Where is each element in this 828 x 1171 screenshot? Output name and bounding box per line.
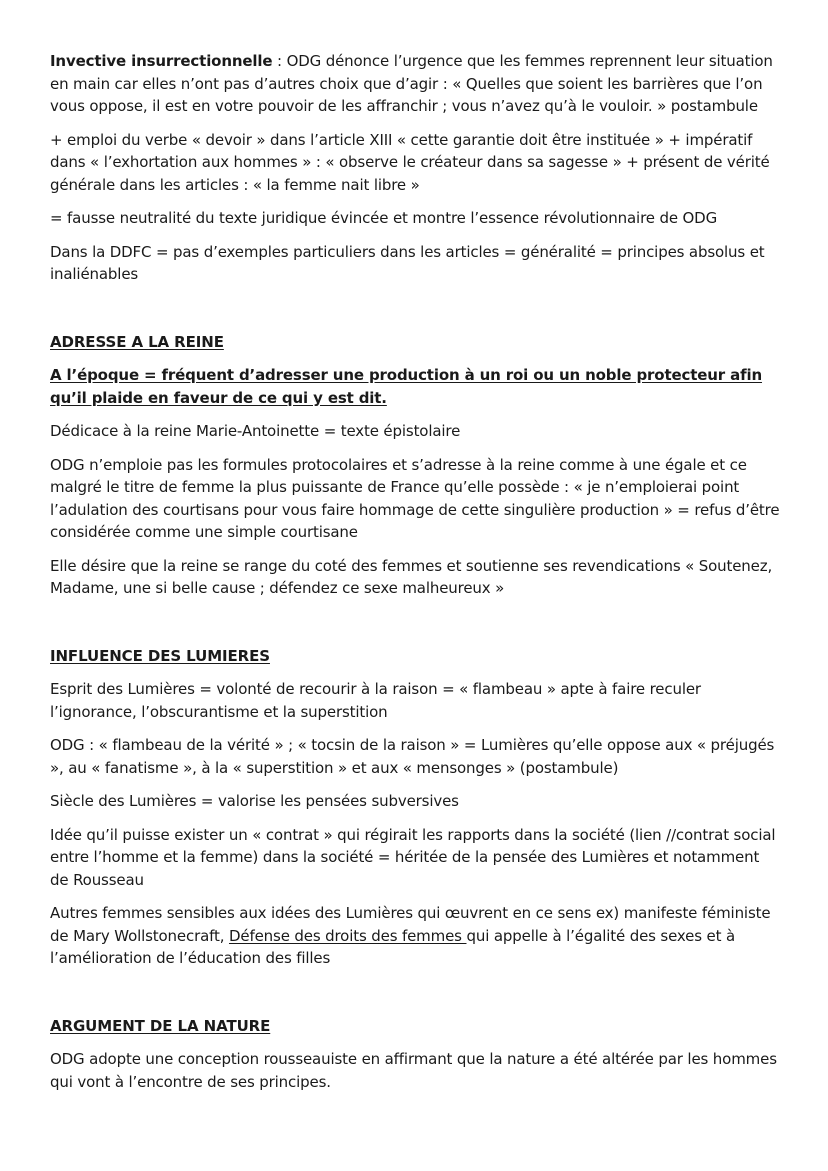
paragraph-reine-femmes: Elle désire que la reine se range du coté des femmes et soutienne ses revendications « Soutenez, Madame, une si belle cause ; défendez ce sexe malheureux » — [50, 556, 773, 597]
paragraph-ddfc: Dans la DDFC = pas d’exemples particuliers dans les articles = généralité = principes absolus et inaliénables — [50, 242, 765, 283]
paragraph-text: Autres femmes sensibles aux idées des Lumières qui œuvrent en ce sens ex) manifeste féministe de Mary Wollstonecraft, — [50, 904, 771, 945]
heading-adresse-reine: ADRESSE A LA REINE — [50, 332, 224, 351]
paragraph-esprit-lumieres: Esprit des Lumières = volonté de recourir à la raison = « flambeau » apte à faire reculer l’ignorance, l’obscurantisme et la superstition — [50, 680, 701, 721]
paragraph-formules: ODG n’emploie pas les formules protocolaires et s’adresse à la reine comme à une égale et ce malgré le titre de femme la plus puissante de France qu’elle possède : « je n’emploierai point l’adulation des courtisans pour vous faire hommage de cette singulière production » = refus d’être considérée comme une simple courtisane — [50, 455, 780, 541]
paragraph-rousseauiste: ODG adopte une conception rousseauiste en affirmant que la nature a été altérée par les hommes qui vont à l’encontre de ses principes. — [50, 1050, 777, 1091]
paragraph-verbe-devoir: + emploi du verbe « devoir » dans l’article XIII « cette garantie doit être instituée » + impératif dans « l’exhortation aux hommes » : « observe le créateur dans sa sagesse » + présent de vérité générale dans les articles : « la femme nait libre » — [50, 130, 770, 194]
heading-argument-nature: ARGUMENT DE LA NATURE — [50, 1016, 271, 1035]
paragraph-contrat: Idée qu’il puisse exister un « contrat » qui régirait les rapports dans la société (lien //contrat social entre l’homme et la femme) dans la société = héritée de la pensée des Lumières et notamment de Rousseau — [50, 825, 776, 889]
paragraph-dedicace: Dédicace à la reine Marie-Antoinette = texte épistolaire — [50, 422, 461, 440]
heading-influence-lumieres: INFLUENCE DES LUMIERES — [50, 646, 270, 665]
paragraph-text: : ODG dénonce l’urgence que les femmes reprennent leur situation en main car elles n’ont pas d’autres choix que d’agir : « Quelles que soient les barrières que l’on vous oppose, il est en votre pouvoir de les affranchir ; vous n’avez qu’à le vouloir. » postambule — [50, 52, 773, 115]
paragraph-invective — [50, 50, 782, 118]
paragraph-wollstonecraft — [50, 902, 782, 970]
term-invective: Invective insurrectionnelle — [50, 52, 273, 70]
book-title-defense: Défense des droits des femmes — [228, 926, 467, 945]
paragraph-text: qui appelle à l’égalité des sexes et à l’amélioration de l’éducation des filles — [50, 926, 736, 967]
paragraph-siecle: Siècle des Lumières = valorise les pensées subversives — [50, 792, 459, 810]
subheading-epoque: A l’époque = fréquent d’adresser une production à un roi ou un noble protecteur afin qu’il plaide en faveur de ce qui y est dit. — [50, 366, 763, 407]
paragraph-flambeau: ODG : « flambeau de la vérité » ; « tocsin de la raison » = Lumières qu’elle oppose aux « préjugés », au « fanatisme », à la « superstition » et aux « mensonges » (postambule) — [50, 736, 775, 777]
paragraph-neutralite: = fausse neutralité du texte juridique évincée et montre l’essence révolutionnaire de ODG — [50, 209, 718, 227]
